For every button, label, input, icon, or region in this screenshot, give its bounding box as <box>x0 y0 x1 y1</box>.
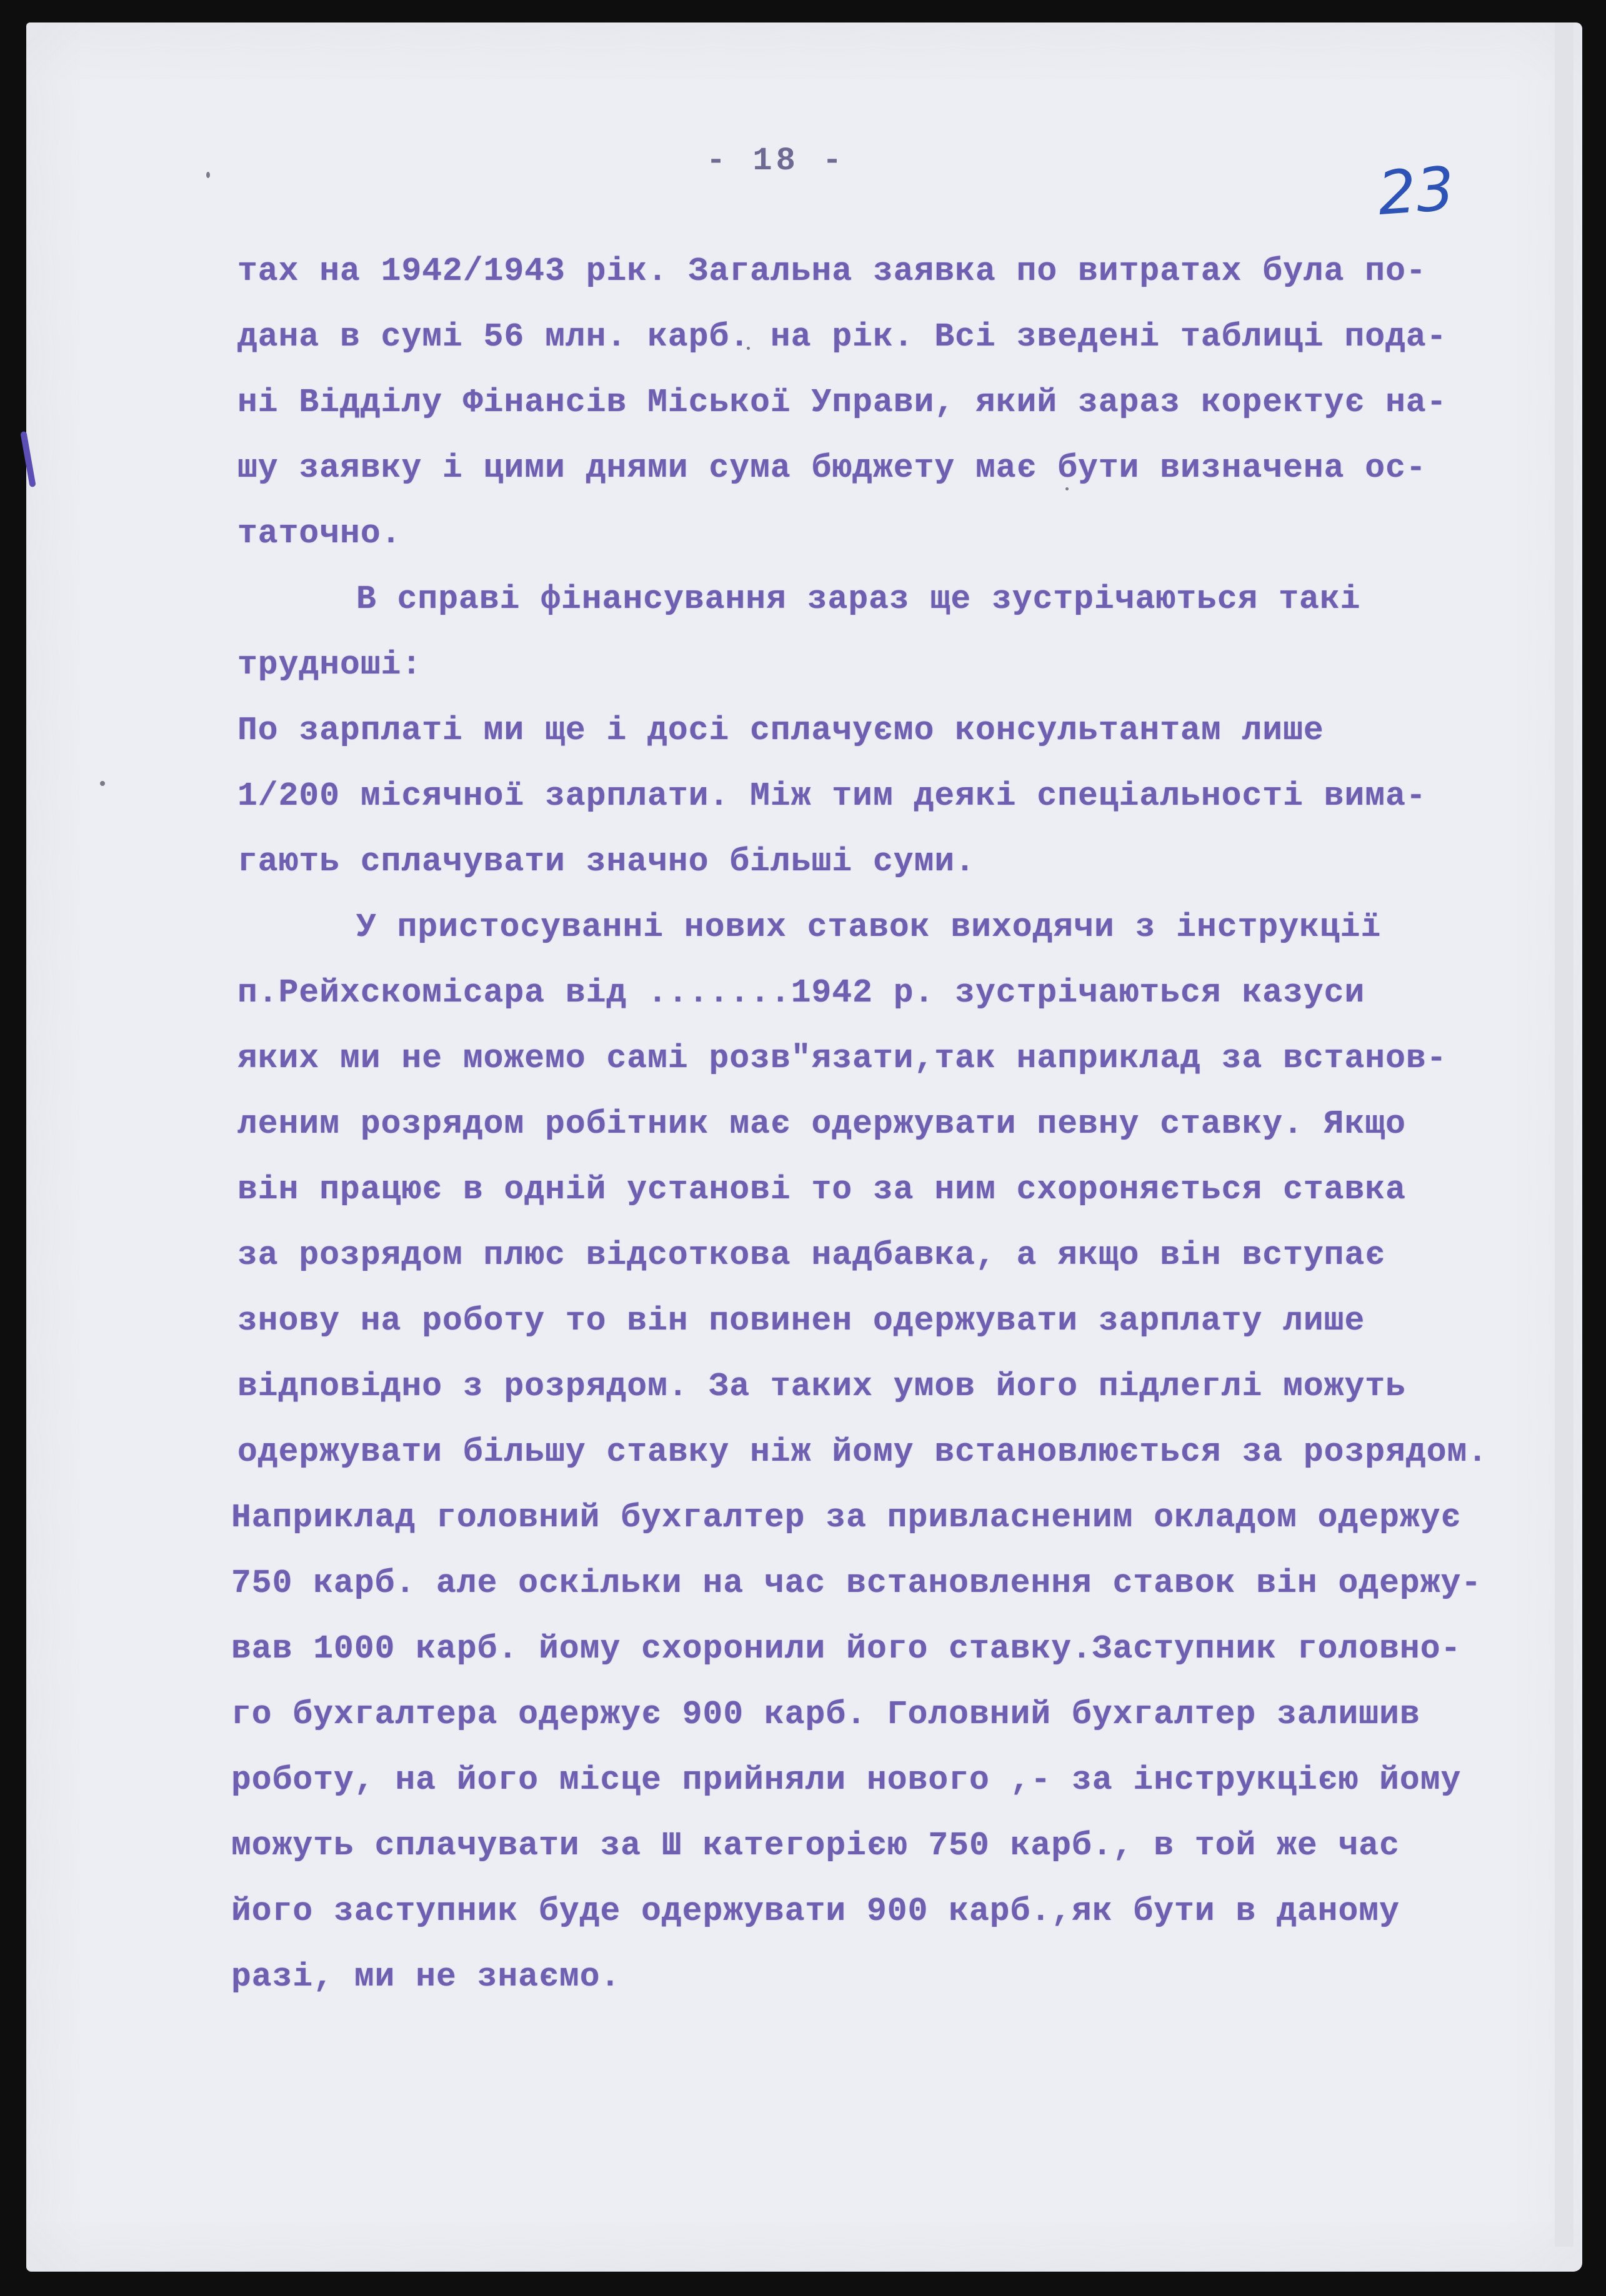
text-line: 1/200 місячної зарплати. Між тим деякі спеціальності вима- <box>237 777 1427 815</box>
page-edge <box>1555 22 1574 2247</box>
paragraph-start-line: У пристосуванні нових ставок виходячи з інструкції <box>356 908 1382 946</box>
text-line: Наприклад головний бухгалтер за привласненим окладом одержує <box>231 1499 1462 1536</box>
paper-speck <box>100 781 105 786</box>
text-line: го бухгалтера одержує 900 карб. Головний бухгалтер залишив <box>231 1696 1420 1733</box>
text-line: одержувати більшу ставку ніж йому встановлюється за розрядом. <box>237 1433 1489 1471</box>
text-line: п.Рейхскомісара від .......1942 р. зустрічаються казуси <box>237 974 1365 1011</box>
text-line: він працює в одній установі то за ним схороняється ставка <box>237 1171 1406 1208</box>
text-line: знову на роботу то він повинен одержувати зарплату лише <box>237 1302 1365 1339</box>
typewritten-text <box>231 239 1512 2010</box>
archive-folio-number: 23 <box>1375 153 1457 229</box>
text-line: трудноші: <box>237 646 422 683</box>
text-line: гають сплачувати значно більші суми. <box>237 843 975 880</box>
text-line: дана в сумі 56 млн. карб. на рік. Всі зведені таблиці пода- <box>237 318 1447 355</box>
text-line: разі, ми не знаємо. <box>231 1958 621 1995</box>
text-line: леним розрядом робітник має одержувати певну ставку. Якщо <box>237 1105 1406 1143</box>
page-number: - 18 - <box>706 142 846 179</box>
paper-speck <box>206 172 210 178</box>
text-line: його заступник буде одержувати 900 карб.,як бути в даному <box>231 1892 1400 1930</box>
text-line: за розрядом плюс відсоткова надбавка, а якщо він вступає <box>237 1236 1386 1274</box>
text-line: 750 карб. але оскільки на час встановлення ставок він одержу- <box>231 1564 1482 1602</box>
paragraph-start-line: В справі фінансування зараз ще зустрічаються такі <box>356 580 1361 618</box>
text-line: шу заявку і цими днями сума бюджету має бути визначена ос- <box>237 449 1427 487</box>
text-line: можуть сплачувати за Ш категорією 750 карб., в той же час <box>231 1827 1400 1864</box>
text-line: ні Відділу Фінансів Міської Управи, який зараз коректує на- <box>237 384 1447 421</box>
text-line: таточно. <box>237 515 402 552</box>
text-line: відповідно з розрядом. За таких умов його підлеглі можуть <box>237 1368 1406 1405</box>
text-line: роботу, на його місце прийняли нового ,- за інструкцією йому <box>231 1761 1462 1799</box>
text-line: По зарплаті ми ще і досі сплачуємо консультантам лише <box>237 712 1324 749</box>
text-line: яких ми не можемо самі розв"язати,так наприклад за встанов- <box>237 1040 1447 1077</box>
text-line: тах на 1942/1943 рік. Загальна заявка по витратах була по- <box>237 252 1427 290</box>
text-line: вав 1000 карб. йому схоронили його ставку.Заступник головно- <box>231 1630 1462 1667</box>
